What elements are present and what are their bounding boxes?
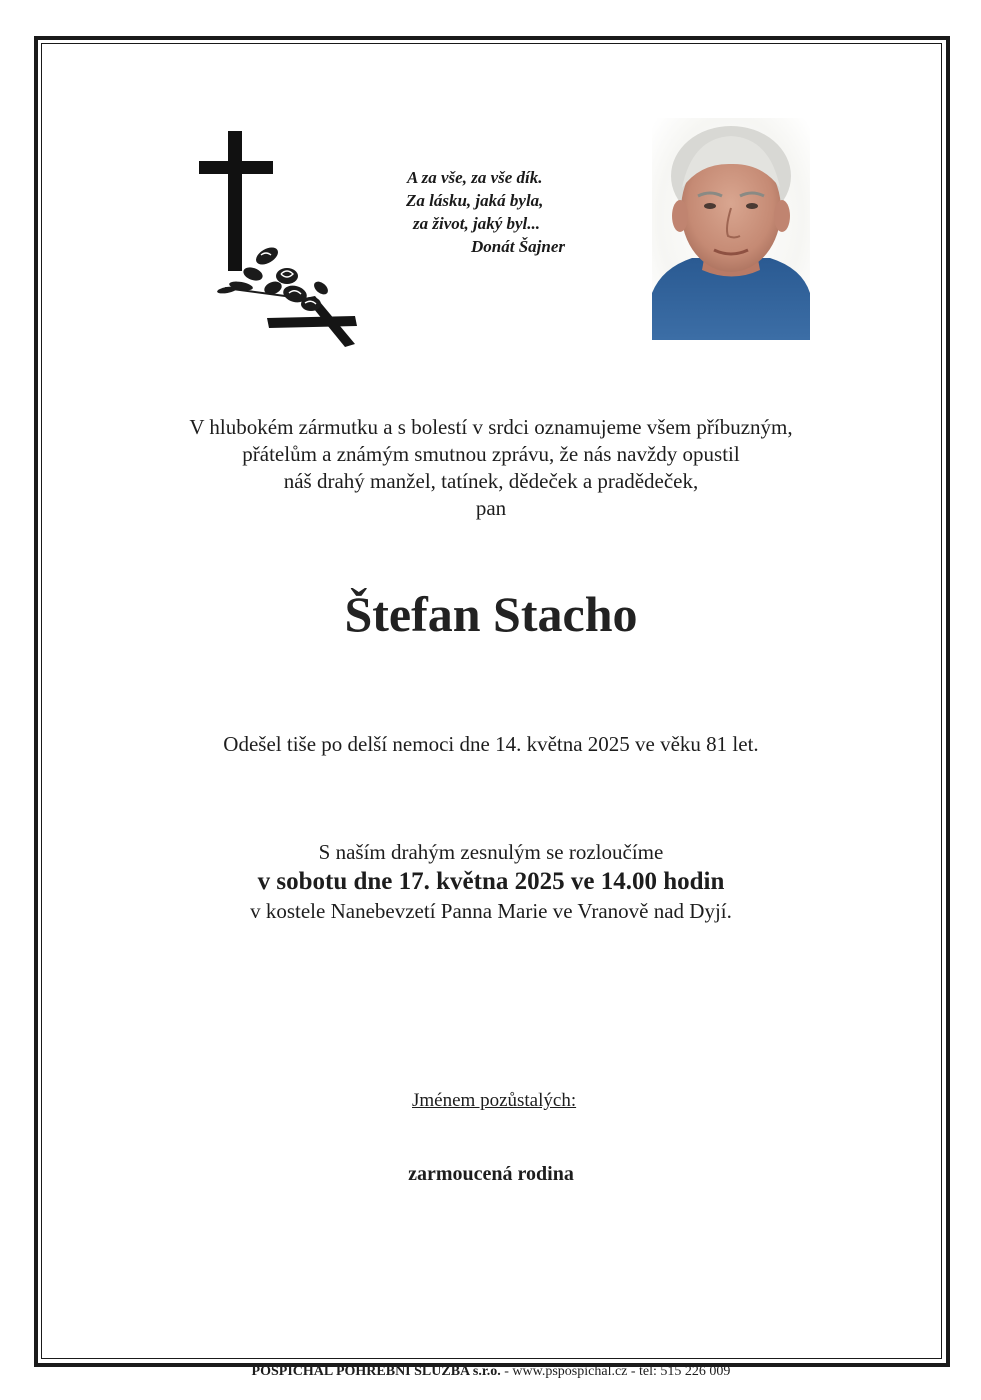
announcement-text <box>42 414 940 522</box>
portrait-photo <box>652 118 810 340</box>
funeral-info <box>42 839 940 925</box>
footer-company: POSPÍCHAL POHŘEBNÍ SLUŽBA s.r.o. <box>251 1364 501 1379</box>
on-behalf-label: Jménem pozůstalých: <box>412 1090 577 1111</box>
cross-with-roses-icon <box>195 128 365 353</box>
announcement-line-1: V hlubokém zármutku a s bolestí v srdci oznamujeme všem příbuzným, <box>189 415 793 439</box>
death-notice: Odešel tiše po delší nemoci dne 14. května 2025 ve věku 81 let. <box>223 732 759 756</box>
poem-line-3: za život, jaký byl... <box>413 214 541 233</box>
poem-quote <box>395 166 595 258</box>
family-signature: zarmoucená rodina <box>408 1163 574 1185</box>
footer-contact <box>42 1363 940 1381</box>
poem-line-1: A za vše, za vše dík. <box>407 168 543 187</box>
announcement-line-4: pan <box>475 496 507 520</box>
funeral-location: v kostele Nanebevzetí Panna Marie ve Vranově nad Dyjí. <box>250 899 732 923</box>
funeral-line-1: S naším drahým zesnulým se rozloučíme <box>318 840 664 864</box>
announcement-line-3: náš drahý manžel, tatínek, dědeček a pradědeček, <box>283 469 699 493</box>
funeral-date-time: v sobotu dne 17. května 2025 ve 14.00 hodin <box>257 868 725 895</box>
announcement-line-2: přátelům a známým smutnou zprávu, že nás navždy opustil <box>242 442 740 466</box>
footer-contact-details: - www.pspospichal.cz - tel: 515 226 009 <box>500 1364 731 1379</box>
deceased-name: Štefan Stacho <box>344 586 638 642</box>
poem-author: Donát Šajner <box>471 237 565 256</box>
poem-line-2: Za lásku, jaká byla, <box>406 191 544 210</box>
